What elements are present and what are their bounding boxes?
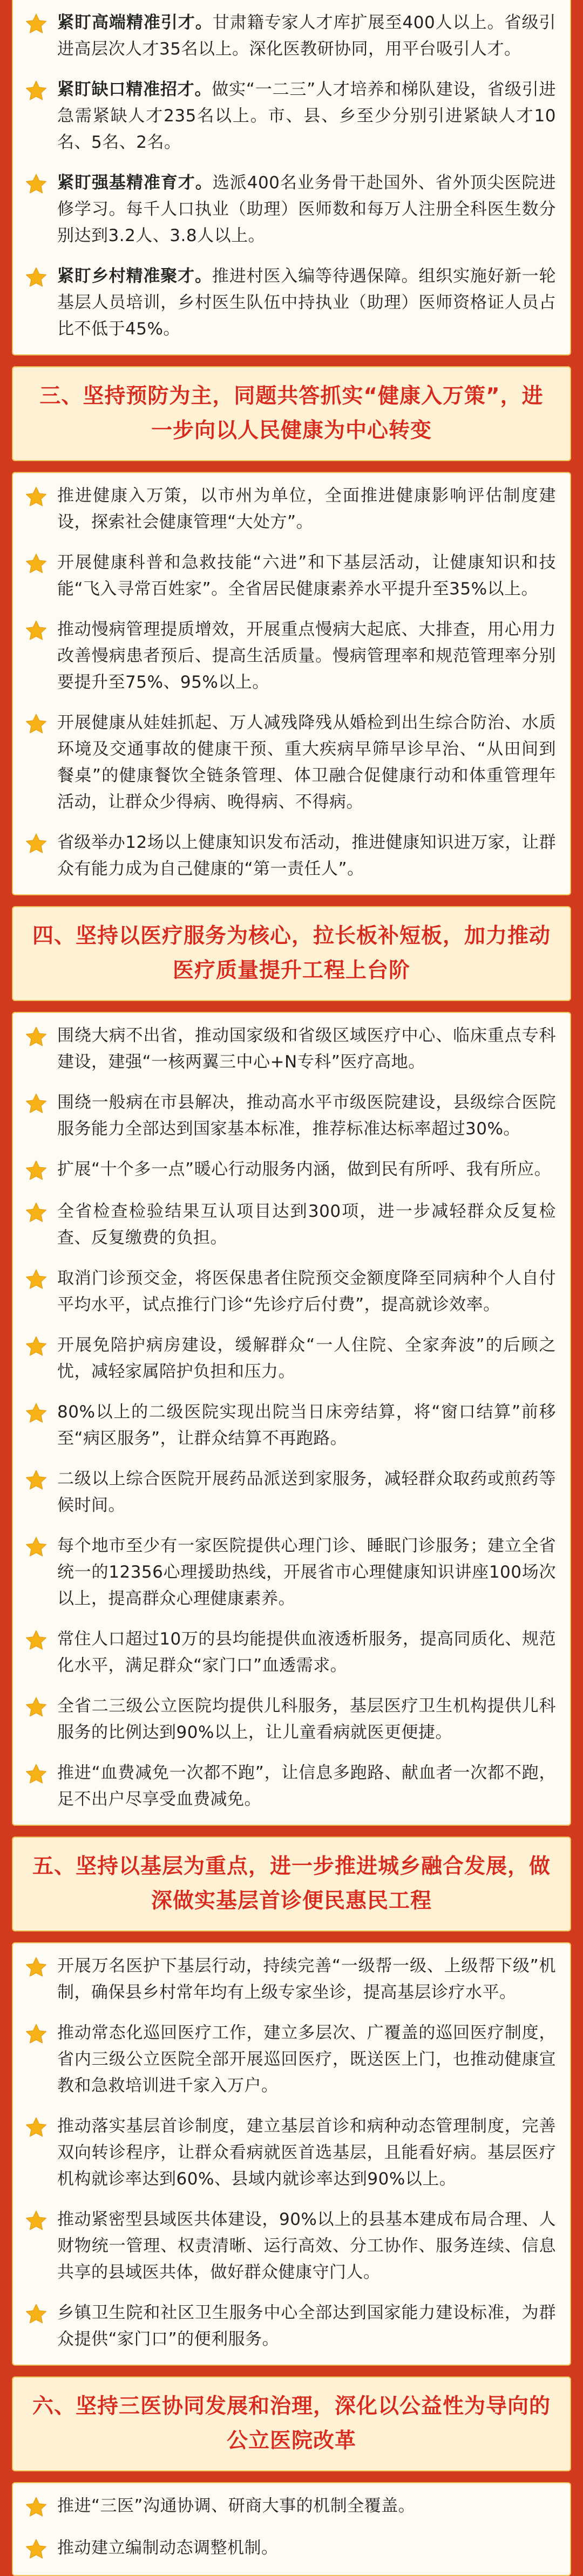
list-item: 取消门诊预交金，将医保患者住院预交金额度降至同病种个人自付平均水平，试点推行门诊“先诊疗后付费”，提高就诊效率。	[24, 1265, 556, 1318]
item-body: 推进村医入编等待遇保障。组织实施好新一轮基层人员培训，乡村医生队伍中持执业（助理）医师资格证人员占比不低于45%。	[57, 266, 556, 339]
star-icon	[24, 1762, 50, 1788]
star-icon	[24, 1955, 50, 1981]
list-item: 全省二三级公立医院均提供儿科服务，基层医疗卫生机构提供儿科服务的比例达到90%以上，让儿童看病就医更便捷。	[24, 1693, 556, 1746]
section-title-4: 四、坚持以医疗服务为核心，拉长板补短板，加力推动医疗质量提升工程上台阶	[12, 906, 571, 1001]
list-item: 常住人口超过10万的县均能提供血液透析服务，提高同质化、规范化水平，满足群众“家门口”血透需求。	[24, 1626, 556, 1679]
list-item: 二级以上综合医院开展药品派送到家服务，减轻群众取药或煎药等候时间。	[24, 1466, 556, 1519]
panel-section-6	[12, 2482, 571, 2576]
item-body: 甘肃籍专家人才库扩展至400人以上。省级引进高层次人才35名以上。深化医教研协同，用平台吸引人才。	[57, 13, 557, 59]
list-item: 推动紧密型县域医共体建设，90%以上的县基本建成布局合理、人财物统一管理、权责清晰、运行高效、分工协作、服务连续、信息共享的县域医共体，做好群众健康守门人。	[24, 2207, 556, 2286]
list-item: 推进“血费减免一次都不跑”，让信息多跑路、献血者一次都不跑，足不出户尽享受血费减免。	[24, 1760, 556, 1813]
list-item: 每个地市至少有一家医院提供心理门诊、睡眠门诊服务；建立全省统一的12356心理援助热线，开展省市心理健康知识讲座100场次以上，提高群众心理健康素养。	[24, 1533, 556, 1612]
star-icon	[24, 485, 50, 511]
panel-talent	[12, 0, 571, 355]
list-item: 围绕一般病在市县解决，推动高水平市级医院建设，县级综合医院服务能力全部达到国家基本标准，推荐标准达标率超过30%。	[24, 1090, 556, 1142]
list-item: 80%以上的二级医院实现出院当日床旁结算，将“窗口结算”前移至“病区服务”，让群众结算不再跑路。	[24, 1399, 556, 1452]
star-icon	[24, 1201, 50, 1227]
star-icon	[24, 1468, 50, 1494]
item-lead: 紧盯高端精准引才。	[57, 13, 213, 32]
star-icon	[24, 712, 50, 738]
section-title-3: 三、坚持预防为主，同题共答抓实“健康入万策”，进一步向以人民健康为中心转变	[12, 366, 571, 461]
star-icon	[24, 2537, 50, 2563]
section-title-5: 五、坚持以基层为重点，进一步推进城乡融合发展，做深做实基层首诊便民惠民工程	[12, 1837, 571, 1931]
star-icon	[24, 1334, 50, 1360]
list-item: 开展健康从娃娃抓起、万人减残降残从婚检到出生综合防治、水质环境及交通事故的健康干预、重大疾病早筛早诊早治、“从田间到餐桌”的健康餐饮全链条管理、体卫融合促健康行动和体重管理年活动，让群众少得病、晚得病、不得病。	[24, 710, 556, 816]
list-item: 省级举办12场以上健康知识发布活动，推进健康知识进万家，让群众有能力成为自己健康的“第一责任人”。	[24, 830, 556, 882]
star-icon	[24, 79, 50, 105]
star-icon	[24, 1268, 50, 1293]
list-item: 围绕大病不出省，推动国家级和省级区域医疗中心、临床重点专科建设，建强“一核两翼三中心+N专科”医疗高地。	[24, 1023, 556, 1075]
list-item: 推进健康入万策，以市州为单位，全面推进健康影响评估制度建设，探索社会健康管理“大处方”。	[24, 483, 556, 536]
list-item: 扩展“十个多一点”暖心行动服务内涵，做到民有所呼、我有所应。	[24, 1156, 556, 1184]
list-item: 推进“三医”沟通协调、研商大事的机制全覆盖。	[24, 2493, 556, 2521]
list-item: 推动落实基层首诊制度，建立基层首诊和病种动态管理制度，完善双向转诊程序，让群众看病就医首选基层，且能看好病。基层医疗机构就诊率达到60%、县域内就诊率达到90%以上。	[24, 2113, 556, 2193]
star-icon	[24, 1025, 50, 1051]
item-lead: 紧盯乡村精准聚才。	[57, 266, 212, 286]
star-icon	[24, 1159, 50, 1184]
section-title-6: 六、坚持三医协同发展和治理，深化以公益性为导向的公立医院改革	[12, 2376, 571, 2471]
star-icon	[24, 2495, 50, 2521]
star-icon	[24, 1695, 50, 1721]
panel-section-3	[12, 472, 571, 895]
star-icon	[24, 1092, 50, 1118]
star-icon	[24, 1628, 50, 1654]
item-lead: 紧盯缺口精准招才。	[57, 80, 212, 99]
star-icon	[24, 619, 50, 645]
list-item: 开展万名医护下基层行动，持续完善“一级帮一级、上级帮下级”机制，确保县乡村常年均有上级专家坐诊，提高基层诊疗水平。	[24, 1953, 556, 2006]
star-icon	[24, 265, 50, 291]
list-item: 推动慢病管理提质增效，开展重点慢病大起底、大排查，用心用力改善慢病患者预后、提高生活质量。慢病管理率和规范管理率分别要提升至75%、95%以上。	[24, 616, 556, 696]
star-icon	[24, 552, 50, 578]
list-item: 开展免陪护病房建设，缓解群众“一人住院、全家奔波”的后顾之忧，减轻家属陪护负担和压力。	[24, 1332, 556, 1385]
star-icon	[24, 2209, 50, 2235]
panel-section-4	[12, 1012, 571, 1826]
list-item: 推动建立编制动态调整机制。	[24, 2535, 556, 2563]
star-icon	[24, 12, 50, 38]
list-item: 乡镇卫生院和社区卫生服务中心全部达到国家能力建设标准，为群众提供“家门口”的便利服务。	[24, 2300, 556, 2353]
star-icon	[24, 2115, 50, 2141]
star-icon	[24, 2302, 50, 2328]
list-item	[24, 10, 556, 63]
list-item: 开展健康科普和急救技能“六进”和下基层活动，让健康知识和技能“飞入寻常百姓家”。全省居民健康素养水平提升至35%以上。	[24, 550, 556, 602]
item-lead: 紧盯强基精准育才。	[57, 173, 213, 193]
star-icon	[24, 172, 50, 198]
star-icon	[24, 1401, 50, 1427]
list-item	[24, 77, 556, 156]
list-item: 全省检查检验结果互认项目达到300项，进一步减轻群众反复检查、反复缴费的负担。	[24, 1198, 556, 1251]
panel-section-5	[12, 1942, 571, 2366]
list-item	[24, 263, 556, 342]
item-body: 做实“一二三”人才培养和梯队建设，省级引进急需紧缺人才235名以上。市、县、乡至少分别引进紧缺人才10名、5名、2名。	[57, 80, 557, 152]
item-body: 选派400名业务骨干赴国外、省外顶尖医院进修学习。每千人口执业（助理）医师数和每万人注册全科医生数分别达到3.2人、3.8人以上。	[57, 173, 557, 245]
list-item: 推动常态化巡回医疗工作，建立多层次、广覆盖的巡回医疗制度，省内三级公立医院全部开展巡回医疗，既送医上门，也推动健康宣教和急救培训进千家入万户。	[24, 2020, 556, 2099]
list-item	[24, 170, 556, 249]
star-icon	[24, 832, 50, 858]
star-icon	[24, 2022, 50, 2048]
star-icon	[24, 1535, 50, 1561]
